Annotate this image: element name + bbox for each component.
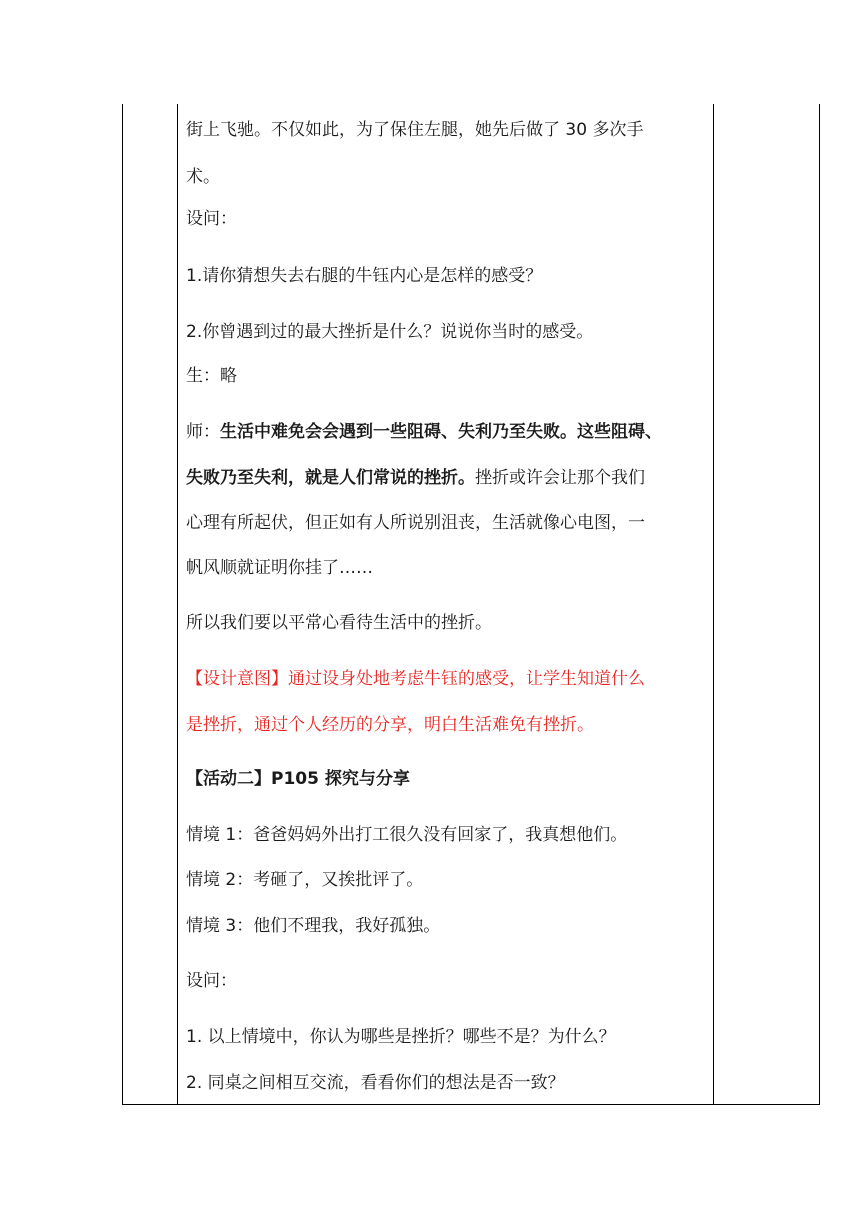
scenario-item: 情境 3：他们不理我，我好孤独。 (186, 916, 441, 936)
table-border-left (122, 104, 123, 1105)
table-border-bottom (122, 1104, 820, 1105)
question-heading: 设问： (186, 209, 237, 229)
text-line: 术。 (186, 167, 220, 187)
question-item: 2.你曾遇到过的最大挫折是什么？说说你当时的感受。 (186, 322, 594, 342)
design-intent-cont: 是挫折，通过个人经历的分享，明白生活难免有挫折。 (186, 715, 594, 735)
table-column-divider-2 (713, 104, 714, 1105)
design-intent: 【设计意图】通过设身处地考虑牛钰的感受，让学生知道什么 (186, 669, 645, 689)
bold-definition: 生活中难免会会遇到一些阻碍、失利乃至失败。这些阻碍、 (220, 422, 662, 442)
teacher-statement-cont (186, 466, 645, 490)
table-column-divider-1 (177, 104, 178, 1105)
bold-definition: 失败乃至失利，就是人们常说的挫折。 (186, 468, 475, 488)
text-line: 街上飞驰。不仅如此，为了保住左腿，她先后做了 30 多次手 (186, 120, 644, 140)
question-heading: 设问： (186, 971, 237, 991)
student-response: 生：略 (186, 366, 237, 386)
teacher-statement (186, 420, 662, 444)
scenario-item: 情境 1：爸爸妈妈外出打工很久没有回家了，我真想他们。 (186, 825, 628, 845)
question-item: 1.请你猜想失去右腿的牛钰内心是怎样的感受？ (186, 266, 543, 286)
question-item: 1. 以上情境中，你认为哪些是挫折？哪些不是？为什么？ (186, 1027, 616, 1047)
table-border-right (819, 104, 820, 1105)
text-line: 帆风顺就证明你挂了…… (186, 558, 373, 578)
text-line: 心理有所起伏，但正如有人所说别沮丧，生活就像心电图，一 (186, 513, 645, 533)
activity-heading: 【活动二】P105 探究与分享 (186, 769, 410, 789)
question-item: 2. 同桌之间相互交流，看看你们的想法是否一致？ (186, 1073, 565, 1093)
text-line: 所以我们要以平常心看待生活中的挫折。 (186, 613, 492, 633)
scenario-item: 情境 2：考砸了，又挨批评了。 (186, 870, 424, 890)
teacher-prefix: 师： (186, 422, 220, 442)
statement-text: 挫折或许会让那个我们 (475, 468, 645, 488)
